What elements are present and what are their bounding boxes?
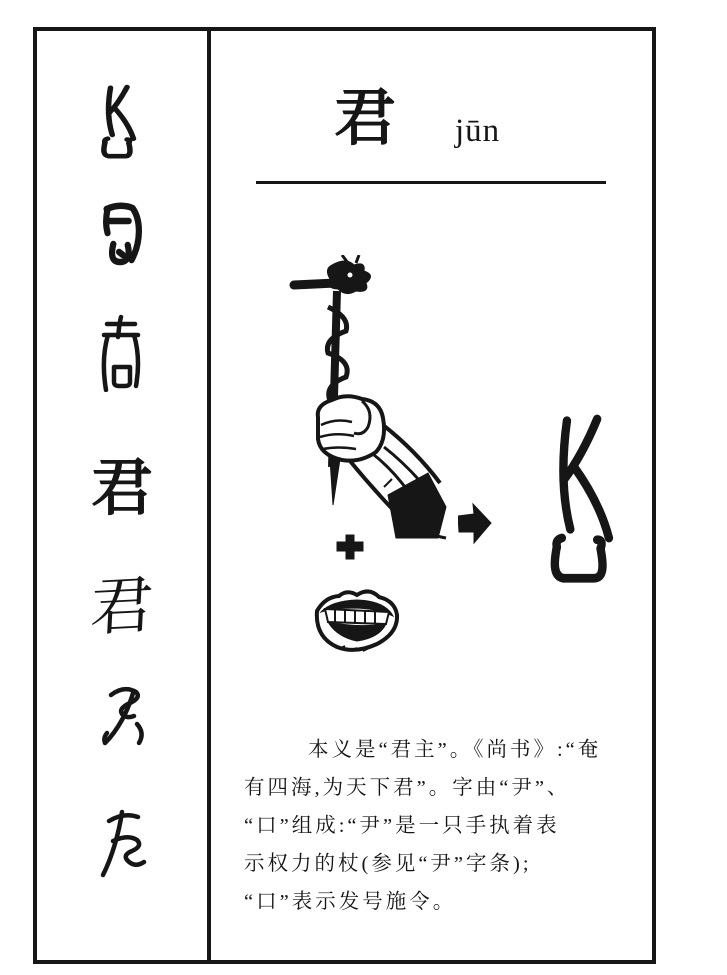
etymology-description bbox=[244, 731, 656, 921]
bronze-script-icon bbox=[97, 200, 145, 270]
seal-script-glyph bbox=[94, 314, 148, 392]
description-line: 本义是“君主”。《尚书》:“奄 bbox=[308, 739, 602, 761]
arrow-icon bbox=[458, 501, 492, 547]
column-divider bbox=[207, 27, 211, 964]
plus-sign-icon bbox=[336, 534, 364, 565]
description-line: 示权力的杖(参见“尹”字条); bbox=[244, 853, 532, 875]
mouth-illustration bbox=[313, 579, 401, 659]
pinyin: jūn bbox=[455, 113, 501, 149]
description-line: 有四海,为天下君”。字由“尹”、 bbox=[244, 777, 571, 799]
hand-holding-staff-illustration bbox=[288, 255, 448, 545]
oracle-bone-character-glyph bbox=[535, 412, 619, 587]
header-rule bbox=[256, 181, 606, 184]
oracle-bone-character-icon bbox=[535, 412, 619, 587]
bronze-script-glyph bbox=[97, 200, 145, 270]
running-script-char: 君 bbox=[88, 570, 156, 644]
plus-icon bbox=[336, 534, 364, 560]
cursive-script-glyph-2 bbox=[97, 805, 151, 883]
mouth-icon bbox=[313, 579, 401, 654]
description-line: “口”表示发号施令。 bbox=[244, 891, 457, 913]
cursive-script-icon-1 bbox=[98, 683, 148, 757]
arrow-right-icon bbox=[458, 501, 492, 552]
cursive-script-glyph-1 bbox=[98, 683, 148, 757]
headword: 君 bbox=[334, 85, 397, 153]
seal-script-icon bbox=[94, 314, 148, 392]
oracle-bone-script-icon bbox=[93, 84, 139, 160]
oracle-bone-script-glyph bbox=[93, 84, 139, 160]
description-line: “口”组成:“尹”是一只手执着表 bbox=[244, 815, 560, 837]
hand-holding-staff-icon bbox=[288, 255, 448, 540]
cursive-script-icon-2 bbox=[97, 805, 151, 883]
clerical-script-char: 君 bbox=[90, 455, 153, 523]
